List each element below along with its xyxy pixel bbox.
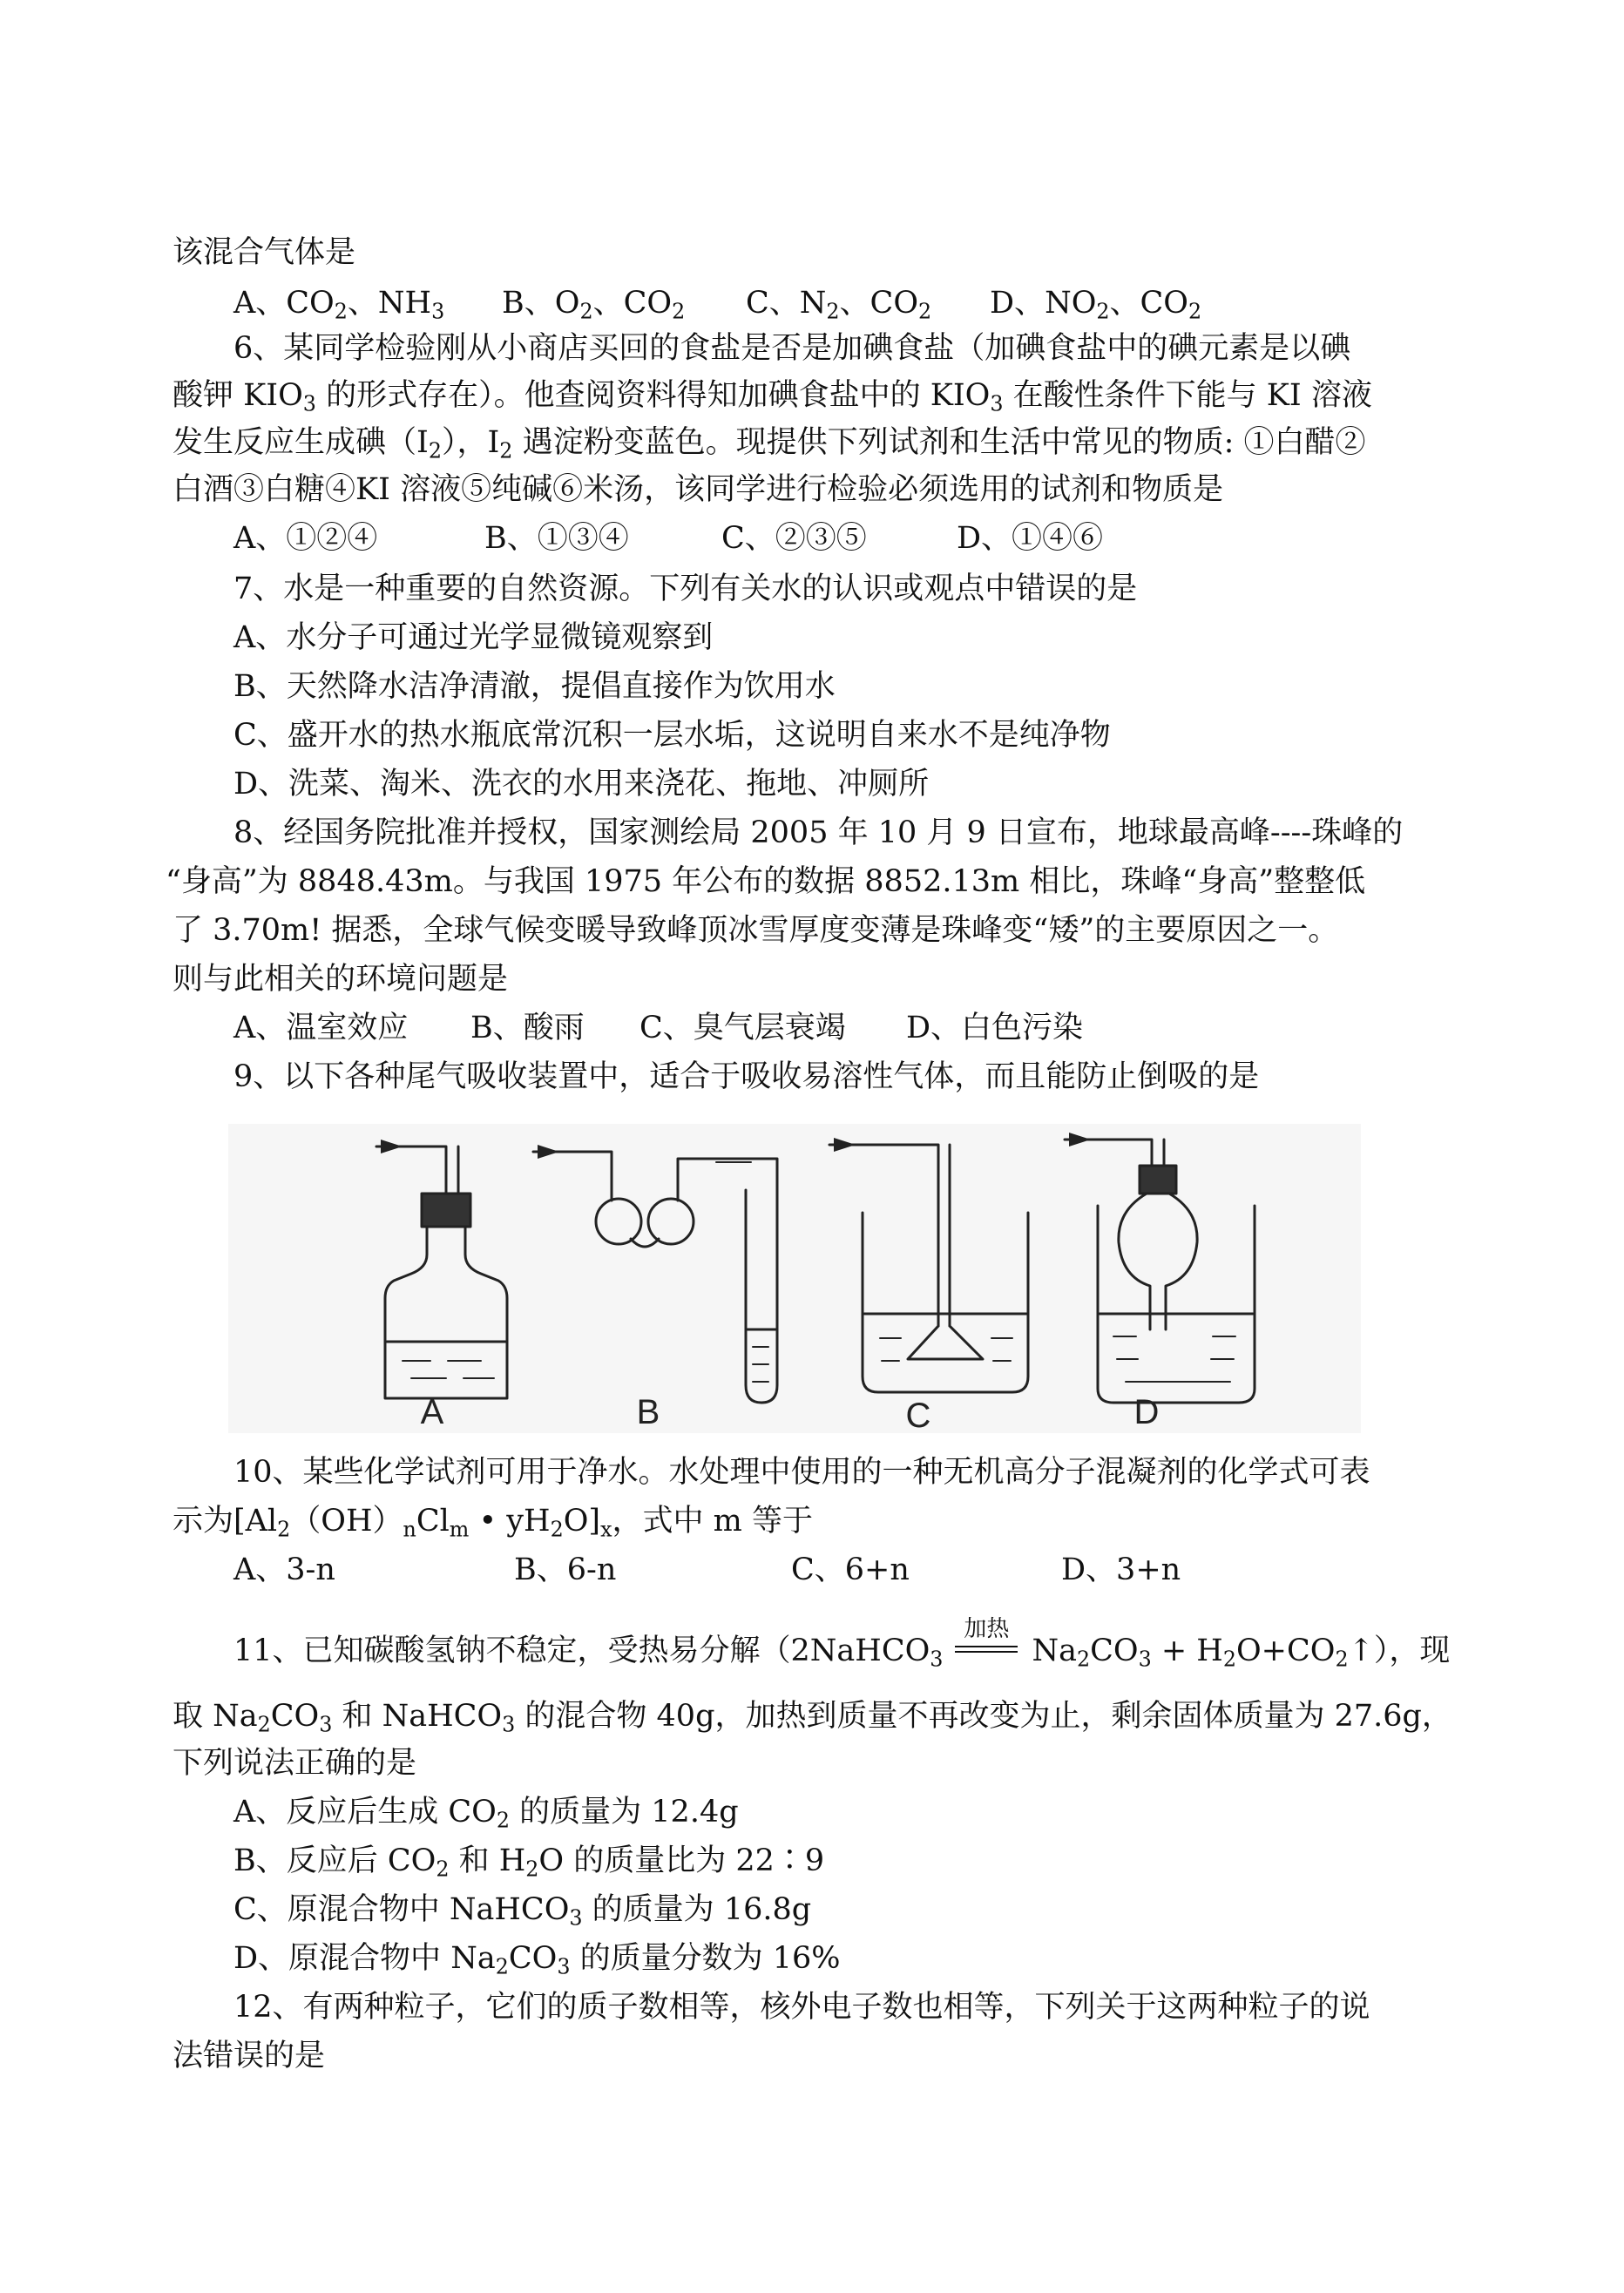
subscript: 3: [431, 299, 445, 324]
subscript: 2: [1335, 1647, 1349, 1672]
q10-stem-line-1: 10、某些化学试剂可用于净水。水处理中使用的一种无机高分子混凝剂的化学式可表: [233, 1455, 1370, 1490]
text-run: O+CO: [1235, 1634, 1336, 1668]
q9-apparatus-figure: [228, 1124, 1361, 1433]
q11-equation-line: [233, 1616, 1451, 1672]
text-run: CO: [270, 1699, 320, 1734]
q6-stem-line-2: [173, 376, 1372, 415]
q8-stem-line-3: 了 3.70m! 据悉，全球气候变暖导致峰顶冰雪厚度变薄是珠峰变“矮”的主要原因之一。: [173, 913, 1339, 948]
option-label: D、: [990, 286, 1045, 321]
q11-equation-right: [1032, 1634, 1451, 1672]
q6-option-c: C、②③⑤: [721, 521, 867, 556]
q8-stem-line-2: “身高”为 8848.43m。与我国 1975 年公布的数据 8852.13m 相比，珠峰“身高”整整低: [166, 864, 1366, 899]
text-run: 、CO: [592, 286, 673, 321]
text-run: 的混合物 40g，加热到质量不再改变为止，剩余固体质量为 27.6g，: [515, 1699, 1452, 1734]
q8-option-c: C、臭气层衰竭: [639, 1011, 846, 1045]
q9-stem-text: 9、以下各种尾气吸收装置中，适合于吸收易溶性气体，而且能防止倒吸的是: [233, 1059, 1260, 1094]
subscript: m: [449, 1517, 470, 1542]
q7-stem-text: 7、水是一种重要的自然资源。下列有关水的认识或观点中错误的是: [233, 572, 1138, 606]
text-run: 遇淀粉变蓝色。现提供下列试剂和生活中常见的物质: ①白醋②: [512, 425, 1366, 460]
text-run: O: [554, 286, 580, 321]
subscript: 2: [1188, 299, 1202, 324]
text-run: 的质量分数为 16%: [570, 1941, 841, 1976]
q5-stem-text: 该混合气体是: [173, 235, 356, 270]
subscript: 2: [550, 1517, 564, 1542]
q6-option-d: D、①④⑥: [957, 521, 1104, 556]
q11-option-c: [233, 1891, 811, 1929]
option-label: B、: [502, 286, 555, 321]
text-run: 和 H: [449, 1843, 526, 1878]
subscript: 2: [428, 438, 442, 463]
text-run: D、原混合物中 Na: [233, 1941, 496, 1976]
q11-stem-line-3: 下列说法正确的是: [173, 1746, 417, 1781]
condition-bar-top: [955, 1646, 1018, 1647]
q11-option-b: [233, 1842, 824, 1880]
q6-stem-line-4: [173, 470, 1223, 509]
subscript: 2: [496, 1808, 511, 1833]
subscript: 3: [502, 1712, 516, 1737]
text-run: ，式中 m 等于: [612, 1504, 813, 1539]
subscript: 3: [930, 1647, 944, 1672]
subscript: 3: [569, 1905, 583, 1931]
q6-stem-line-3: [173, 423, 1365, 462]
subscript: 2: [672, 299, 686, 324]
text-run: 11、已知碳酸氢钠不稳定，受热易分解（2NaHCO: [233, 1634, 930, 1668]
figure-label-b: B: [636, 1393, 660, 1431]
q8-option-d: D、白色污染: [906, 1011, 1084, 1045]
q6-option-b: B、①③④: [484, 521, 629, 556]
condition-bar-bottom: [955, 1651, 1018, 1653]
text-run: Cl: [416, 1504, 450, 1539]
q6-stem-line-1: [233, 329, 1350, 368]
subscript: 2: [257, 1712, 271, 1737]
subscript: 3: [990, 391, 1004, 416]
heating-condition-label: 加热: [964, 1616, 1010, 1642]
q11-option-a: [233, 1793, 739, 1831]
q7-option-c: C、盛开水的热水瓶底常沉积一层水垢，这说明自来水不是纯净物: [233, 718, 1111, 753]
subscript: x: [600, 1517, 612, 1542]
text-run: CO: [286, 286, 335, 321]
text-run: C、原混合物中 NaHCO: [233, 1892, 570, 1927]
text-run: 白酒③白糖④KI 溶液⑤纯碱⑥米汤，该同学进行检验必须选用的试剂和物质是: [173, 472, 1224, 507]
q7-option-d: D、洗菜、淘米、洗衣的水用来浇花、拖地、冲厕所: [233, 767, 930, 802]
text-run: （OH）: [290, 1504, 403, 1539]
text-run: 6、某同学检验刚从小商店买回的食盐是否是加碘食盐（加碘食盐中的碘元素是以碘: [233, 331, 1351, 366]
subscript: 2: [1096, 299, 1110, 324]
text-run: ↑），现: [1348, 1634, 1451, 1668]
q10-option-a: A、3-n: [233, 1552, 335, 1587]
subscript: 2: [436, 1857, 450, 1882]
q11-option-d: [233, 1939, 841, 1978]
subscript: 3: [302, 391, 316, 416]
option-label: C、: [746, 286, 800, 321]
heating-condition-arrow: [955, 1616, 1018, 1664]
subscript: 3: [1138, 1647, 1152, 1672]
q11-stem-line-2: [173, 1697, 1452, 1735]
subscript: 2: [579, 299, 593, 324]
subscript: 2: [495, 1954, 509, 1979]
q11-equation-left: [233, 1634, 944, 1672]
q8-option-a: A、温室效应: [233, 1011, 409, 1045]
text-run: 取 Na: [173, 1699, 258, 1734]
text-run: O 的质量比为 22∶9: [538, 1843, 825, 1878]
figure-label-c: C: [905, 1397, 931, 1433]
q12-stem-line-2: 法错误的是: [173, 2039, 326, 2073]
subscript: 2: [826, 299, 840, 324]
subscript: n: [403, 1517, 416, 1542]
subscript: 2: [499, 438, 513, 463]
subscript: 2: [277, 1517, 291, 1542]
text-run: 、CO: [1109, 286, 1189, 321]
text-run: 、NH: [347, 286, 432, 321]
text-run: • yH: [469, 1504, 551, 1539]
q8-stem-line-4: 则与此相关的环境问题是: [173, 962, 509, 997]
text-run: 在酸性条件下能与 KI 溶液: [1003, 378, 1372, 413]
text-run: 发生反应生成碘（I: [173, 425, 429, 460]
q5-option-c: [746, 284, 931, 322]
q5-option-b: [502, 284, 685, 322]
q6-option-a: A、①②④: [233, 521, 378, 556]
text-run: 和 NaHCO: [332, 1699, 503, 1734]
figure-label-d: D: [1133, 1393, 1160, 1431]
q5-option-d: [990, 284, 1201, 322]
q5-option-a: [233, 284, 444, 322]
subscript: 2: [1222, 1647, 1236, 1672]
text-run: 的质量为 16.8g: [582, 1892, 812, 1927]
q8-stem-line-1: 8、经国务院批准并授权，国家测绘局 2005 年 10 月 9 日宣布，地球最高峰----珠峰的: [233, 815, 1404, 850]
q7-option-b: B、天然降水洁净清澈，提倡直接作为饮用水: [233, 669, 836, 704]
text-run: CO: [508, 1941, 558, 1976]
subscript: 2: [334, 299, 348, 324]
subscript: 3: [557, 1954, 571, 1979]
text-run: A、反应后生成 CO: [233, 1795, 497, 1830]
q12-stem-line-1: 12、有两种粒子，它们的质子数相等，核外电子数也相等，下列关于这两种粒子的说: [233, 1990, 1370, 2025]
text-run: NO: [1045, 286, 1097, 321]
text-run: B、反应后 CO: [233, 1843, 436, 1878]
text-run: + H: [1151, 1634, 1223, 1668]
figure-label-a: A: [420, 1393, 444, 1431]
q7-option-a: A、水分子可通过光学显微镜观察到: [233, 620, 714, 655]
text-run: 的质量为 12.4g: [510, 1795, 739, 1830]
q10-option-b: B、6-n: [514, 1552, 617, 1587]
text-run: N: [799, 286, 827, 321]
subscript: 2: [1076, 1647, 1091, 1672]
text-run: 示为[Al: [173, 1504, 278, 1539]
q10-formula-line: [173, 1502, 813, 1540]
option-label: A、: [233, 286, 287, 321]
text-run: O]: [563, 1504, 601, 1539]
q8-option-b: B、酸雨: [470, 1011, 585, 1045]
text-run: ），I: [441, 425, 500, 460]
subscript: 2: [525, 1857, 539, 1882]
text-run: Na: [1032, 1634, 1077, 1668]
text-run: CO: [1090, 1634, 1139, 1668]
text-run: 、CO: [839, 286, 919, 321]
q10-option-c: C、6+n: [791, 1552, 910, 1587]
subscript: 3: [319, 1712, 333, 1737]
subscript: 2: [918, 299, 932, 324]
text-run: 的形式存在）。他查阅资料得知加碘食盐中的 KIO: [315, 378, 991, 413]
text-run: 酸钾 KIO: [173, 378, 303, 413]
q10-option-d: D、3+n: [1061, 1552, 1181, 1587]
